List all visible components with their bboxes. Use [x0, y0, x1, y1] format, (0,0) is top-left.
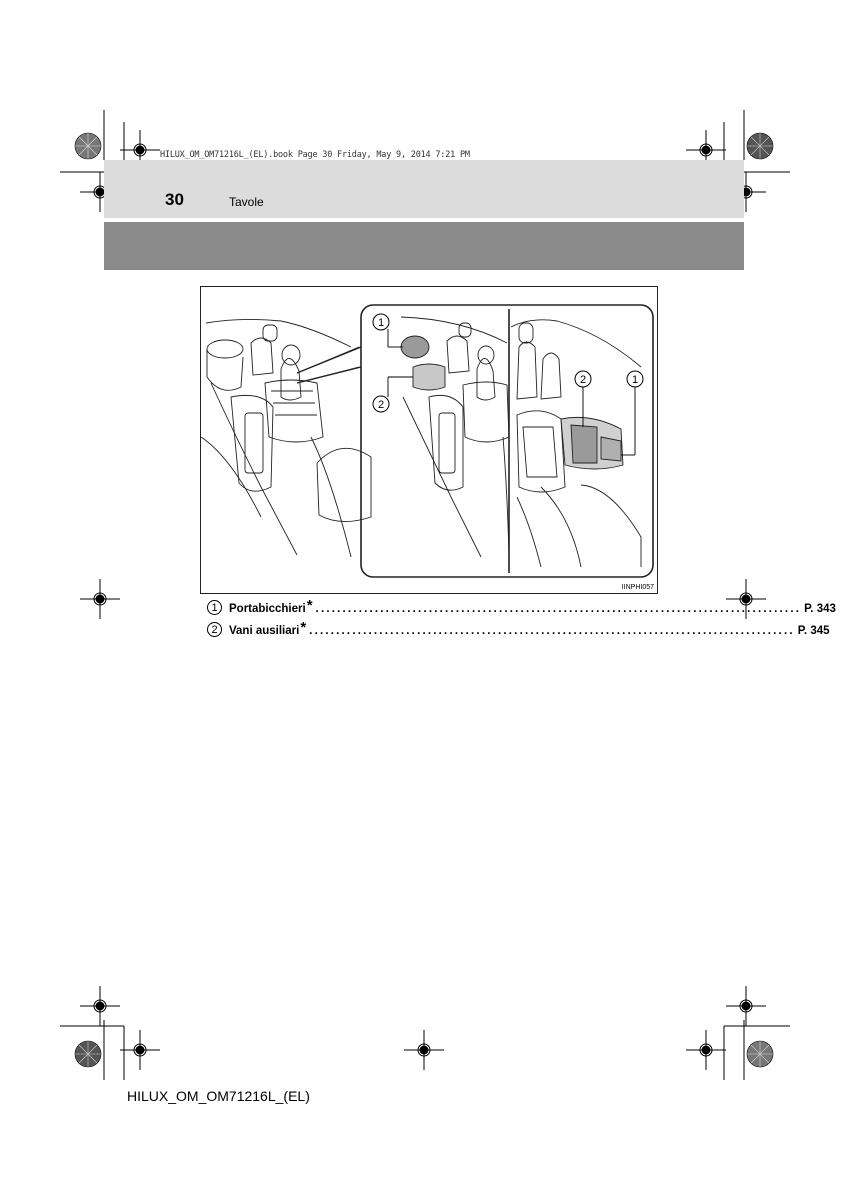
callout-2: 2: [579, 374, 587, 386]
print-info: HILUX_OM_OM71216L_(EL).book Page 30 Friday, May 9, 2014 7:21 PM: [160, 150, 470, 160]
legend-item-auxiliary-boxes[interactable]: [207, 619, 830, 637]
zoom-drawing-automatic: [401, 317, 509, 557]
dot-leader: ..........................................................................................: [309, 625, 795, 637]
figure-code: IINPHI057: [621, 584, 654, 591]
asterisk-mark: *: [306, 597, 313, 614]
asterisk-mark: *: [300, 619, 307, 636]
page-reference[interactable]: P. 343: [804, 603, 836, 615]
header-band: [104, 160, 744, 218]
legend-label: Portabicchieri: [229, 603, 306, 615]
dot-leader: ..........................................................................................: [315, 603, 802, 615]
page-reference[interactable]: P. 345: [797, 625, 830, 637]
legend-label: Vani ausiliari: [229, 625, 300, 637]
legend-number: 2: [207, 622, 222, 637]
section-bar: [104, 222, 744, 270]
overview-drawing: [201, 319, 371, 557]
callout-1: 1: [631, 374, 639, 386]
legend-item-cup-holders[interactable]: [207, 597, 836, 615]
section-title: Tavole: [229, 195, 264, 209]
callout-1: 1: [377, 317, 385, 329]
footer-code: HILUX_OM_OM71216L_(EL): [127, 1088, 310, 1104]
callout-2: 2: [377, 399, 385, 411]
console-illustration: [200, 286, 658, 594]
legend-number: 1: [207, 600, 222, 615]
zoom-drawing-manual: [511, 320, 641, 567]
page-number: 30: [165, 190, 184, 209]
